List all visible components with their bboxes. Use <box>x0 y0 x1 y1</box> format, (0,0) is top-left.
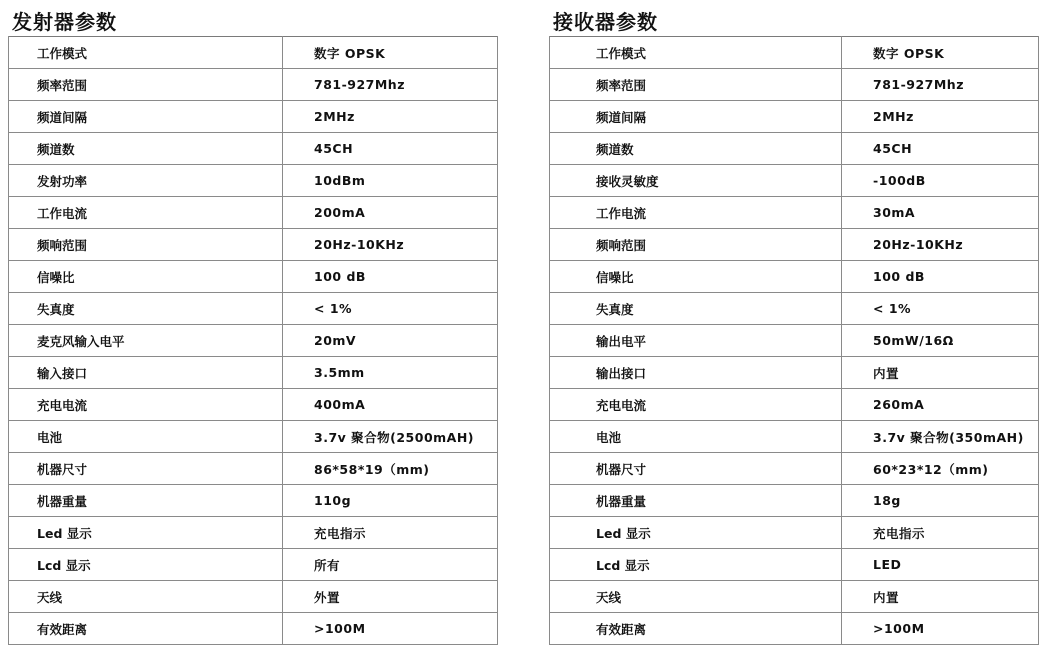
spec-value: -100dB <box>842 165 1039 197</box>
spec-value: 45CH <box>283 133 498 165</box>
spec-value: 86*58*19（mm) <box>283 453 498 485</box>
spec-value: 10dBm <box>283 165 498 197</box>
table-row <box>550 197 1039 229</box>
table-row <box>9 261 498 293</box>
spec-value: 50mW/16Ω <box>842 325 1039 357</box>
spec-value: 400mA <box>283 389 498 421</box>
spec-value: 60*23*12（mm) <box>842 453 1039 485</box>
spec-value: 2MHz <box>283 101 498 133</box>
spec-value: 数字 OPSK <box>283 37 498 69</box>
table-row <box>550 165 1039 197</box>
table-row <box>550 549 1039 581</box>
table-row <box>550 229 1039 261</box>
spec-value: >100M <box>283 613 498 645</box>
spec-label: 输入接口 <box>9 357 283 389</box>
spec-label: 输出电平 <box>550 325 842 357</box>
spec-label: 频道间隔 <box>550 101 842 133</box>
spec-label: 失真度 <box>550 293 842 325</box>
table-row <box>9 69 498 101</box>
spec-value: 充电指示 <box>283 517 498 549</box>
table-row <box>550 133 1039 165</box>
spec-value: 内置 <box>842 581 1039 613</box>
spec-label: Led 显示 <box>9 517 283 549</box>
spec-value: 100 dB <box>283 261 498 293</box>
spec-value: 2MHz <box>842 101 1039 133</box>
table-row <box>9 357 498 389</box>
table-row <box>9 229 498 261</box>
spec-label: 天线 <box>550 581 842 613</box>
spec-label: 机器尺寸 <box>550 453 842 485</box>
spec-label: 输出接口 <box>550 357 842 389</box>
spec-label: 麦克风输入电平 <box>9 325 283 357</box>
spec-label: 有效距离 <box>550 613 842 645</box>
spec-label: 机器重量 <box>550 485 842 517</box>
spec-value: 260mA <box>842 389 1039 421</box>
spec-value: 20Hz-10KHz <box>283 229 498 261</box>
spec-label: 频率范围 <box>9 69 283 101</box>
spec-label: 工作模式 <box>550 37 842 69</box>
table-row <box>550 325 1039 357</box>
spec-value: < 1% <box>283 293 498 325</box>
spec-label: 失真度 <box>9 293 283 325</box>
table-row <box>550 37 1039 69</box>
spec-value: 所有 <box>283 549 498 581</box>
spec-value: 781-927Mhz <box>283 69 498 101</box>
spec-label: 频响范围 <box>550 229 842 261</box>
table-row <box>9 165 498 197</box>
table-row <box>9 613 498 645</box>
transmitter-title: 发射器参数 <box>12 10 117 34</box>
spec-value: 3.5mm <box>283 357 498 389</box>
spec-label: Lcd 显示 <box>550 549 842 581</box>
spec-value: 外置 <box>283 581 498 613</box>
table-row <box>550 389 1039 421</box>
spec-label: 工作电流 <box>9 197 283 229</box>
spec-label: 频道数 <box>9 133 283 165</box>
table-row <box>9 389 498 421</box>
table-row <box>550 101 1039 133</box>
spec-value: 充电指示 <box>842 517 1039 549</box>
receiver-spec-table <box>549 36 1039 645</box>
spec-label: Lcd 显示 <box>9 549 283 581</box>
spec-value: 3.7v 聚合物(2500mAH) <box>283 421 498 453</box>
spec-value: 3.7v 聚合物(350mAH) <box>842 421 1039 453</box>
table-row <box>9 549 498 581</box>
spec-value: 200mA <box>283 197 498 229</box>
table-row <box>9 133 498 165</box>
table-row <box>9 197 498 229</box>
spec-value: 100 dB <box>842 261 1039 293</box>
spec-value: < 1% <box>842 293 1039 325</box>
spec-value: >100M <box>842 613 1039 645</box>
spec-value: 30mA <box>842 197 1039 229</box>
spec-label: 频道数 <box>550 133 842 165</box>
table-row <box>9 421 498 453</box>
spec-label: 电池 <box>9 421 283 453</box>
table-row <box>9 517 498 549</box>
spec-label: 信噪比 <box>9 261 283 293</box>
table-row <box>550 581 1039 613</box>
table-row <box>9 581 498 613</box>
table-row <box>550 517 1039 549</box>
spec-value: 781-927Mhz <box>842 69 1039 101</box>
table-row <box>9 37 498 69</box>
spec-label: 信噪比 <box>550 261 842 293</box>
spec-value: 45CH <box>842 133 1039 165</box>
spec-label: 发射功率 <box>9 165 283 197</box>
spec-label: 充电电流 <box>550 389 842 421</box>
spec-label: 机器重量 <box>9 485 283 517</box>
spec-value: LED <box>842 549 1039 581</box>
table-row <box>550 485 1039 517</box>
spec-label: 天线 <box>9 581 283 613</box>
spec-label: Led 显示 <box>550 517 842 549</box>
table-row <box>550 293 1039 325</box>
table-row <box>550 357 1039 389</box>
table-row <box>9 101 498 133</box>
spec-label: 频道间隔 <box>9 101 283 133</box>
table-row <box>9 293 498 325</box>
table-row <box>9 325 498 357</box>
spec-label: 充电电流 <box>9 389 283 421</box>
spec-label: 机器尺寸 <box>9 453 283 485</box>
table-row <box>9 453 498 485</box>
spec-value: 内置 <box>842 357 1039 389</box>
spec-value: 数字 OPSK <box>842 37 1039 69</box>
spec-label: 工作模式 <box>9 37 283 69</box>
table-row <box>550 261 1039 293</box>
spec-label: 有效距离 <box>9 613 283 645</box>
spec-label: 频率范围 <box>550 69 842 101</box>
table-row <box>9 485 498 517</box>
spec-value: 110g <box>283 485 498 517</box>
spec-value: 18g <box>842 485 1039 517</box>
transmitter-panel <box>8 0 498 645</box>
table-row <box>550 613 1039 645</box>
transmitter-spec-table <box>8 36 498 645</box>
table-row <box>550 421 1039 453</box>
spec-label: 接收灵敏度 <box>550 165 842 197</box>
table-row <box>550 453 1039 485</box>
spec-label: 工作电流 <box>550 197 842 229</box>
spec-value: 20mV <box>283 325 498 357</box>
receiver-title: 接收器参数 <box>553 10 658 34</box>
receiver-panel <box>549 0 1039 645</box>
spec-label: 电池 <box>550 421 842 453</box>
spec-value: 20Hz-10KHz <box>842 229 1039 261</box>
spec-label: 频响范围 <box>9 229 283 261</box>
table-row <box>550 69 1039 101</box>
